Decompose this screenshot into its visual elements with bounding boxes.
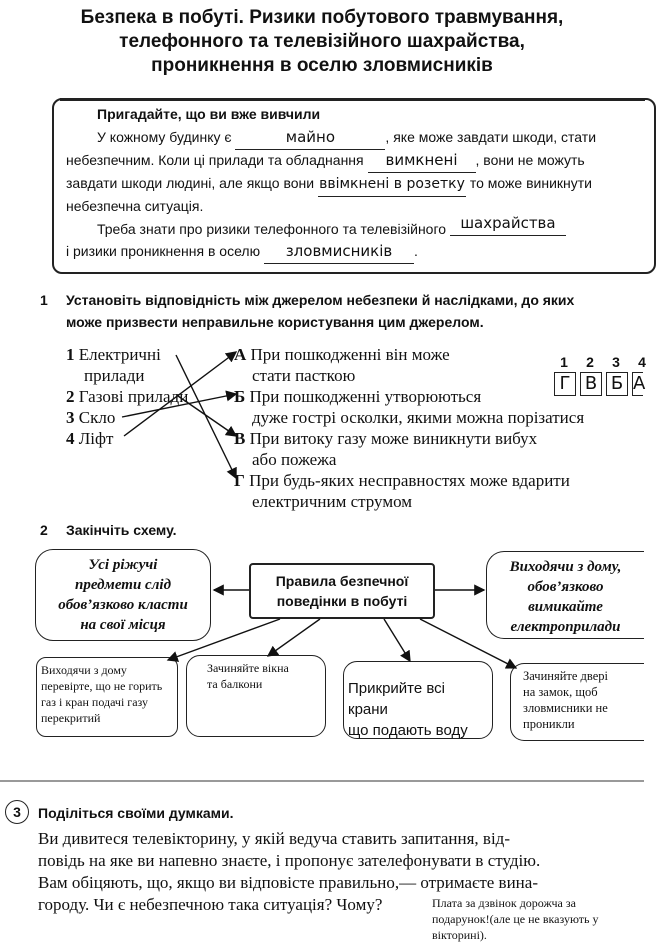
scheme-node-line: Зачиняйте вікна (207, 661, 289, 675)
scheme-node-line: проникли (523, 717, 575, 731)
source-1-line-2: прилади (84, 366, 145, 385)
scheme-arrow-b3 (384, 619, 410, 661)
answer-head-3: 3 (612, 354, 620, 370)
task-3-answer-line-3: вікторині). (432, 928, 487, 942)
recall-text: завдати шкоди людині, але якщо вони (66, 175, 315, 191)
scheme-node-line: обов’язково (527, 579, 604, 595)
recall-text: , вони не можуть (475, 152, 585, 168)
task-1-title-line-1: Установіть відповідність між джерелом небезпеки й наслідками, до яких (66, 292, 575, 308)
scheme-node-line: електроприлади (510, 619, 621, 635)
source-2-label: Газові прилади (78, 387, 189, 406)
scheme-node-line: зловмисники не (523, 701, 608, 715)
title-line-2: телефонного та телевізійного шахрайства, (119, 31, 525, 52)
scheme-node-line: Прикрийте всі крани (348, 680, 446, 718)
recall-text: , яке може завдати шкоди, стати (385, 129, 597, 145)
answer-head-2: 2 (586, 354, 594, 370)
scheme-node-line: Зачиняйте двері (523, 669, 609, 683)
task-3-line-3: Вам обіцяють, що, якщо ви відповісте правильно,— отримаєте вина- (38, 873, 538, 892)
answer-box-4[interactable]: А (633, 373, 646, 394)
scheme-node-line: та балкони (207, 677, 263, 691)
recall-text: небезпечним. Коли ці прилади та обладнання (66, 152, 364, 168)
recall-fill-3[interactable]: ввімкнені в розетку (318, 173, 466, 197)
answer-box-3[interactable]: Б (606, 372, 628, 396)
recall-text: то може виникнути (469, 175, 592, 191)
consequence-a-letter: А (234, 345, 247, 364)
consequence-a-line-1: При пошкодженні він може (250, 345, 450, 364)
recall-heading: Пригадайте, що ви вже вивчили (97, 106, 321, 122)
scheme-node-line: що подають воду (348, 722, 468, 739)
scheme-arrow-b2 (268, 619, 320, 656)
answer-head-4: 4 (638, 354, 646, 370)
scheme-node-line: на замок, щоб (523, 685, 598, 699)
consequence-c-letter: В (234, 429, 246, 448)
scheme-node-line: предмети слід (74, 577, 172, 593)
recall-text: У кожному будинку є (97, 129, 232, 145)
answer-box-2[interactable]: В (580, 372, 602, 396)
source-4-label: Ліфт (78, 429, 114, 448)
match-line-1-g (176, 355, 236, 478)
scheme-node-line: перевірте, що не горить (41, 679, 163, 693)
scheme-node-line: Виходячи з дому (41, 663, 127, 677)
answer-head-1: 1 (560, 354, 568, 370)
task-3-number: 3 (5, 800, 29, 824)
source-1-number: 1 (66, 345, 75, 364)
recall-text: Треба знати про ризики телефонного та телевізійного (97, 221, 447, 237)
consequence-d-line-2: електричним струмом (252, 492, 413, 511)
consequence-c-line-2: або пожежа (252, 450, 337, 469)
scheme-arrow-b4 (420, 619, 516, 668)
task-1-number: 1 (40, 292, 48, 308)
scheme-node-line: вимикайте (528, 599, 603, 615)
recall-fill-1[interactable]: майно (235, 126, 385, 150)
scheme-node-line: газ і кран подачі газу (41, 695, 149, 709)
recall-text: і ризики проникнення в оселю (66, 243, 261, 259)
recall-text: . (413, 243, 418, 259)
task-3-answer-line-2: подарунок!(але це не вказують у (432, 912, 599, 926)
consequence-b-letter: Б (234, 387, 246, 406)
source-4-number: 4 (66, 429, 75, 448)
scheme-node-line: на свої місця (80, 617, 166, 633)
task-3-answer-line-1: Плата за дзвінок дорожча за (432, 896, 576, 910)
task-1-title-line-2: може призвести неправильне користування цим джерелом. (66, 314, 484, 330)
source-2-number: 2 (66, 387, 75, 406)
scheme-node-line: Виходячи з дому, (509, 559, 622, 575)
consequence-b-line-1: При пошкодженні утворюються (249, 387, 482, 406)
consequence-a-line-2: стати пасткою (252, 366, 356, 385)
source-3-label: Скло (78, 408, 116, 427)
task-2-number: 2 (40, 522, 48, 538)
scheme-node-line: перекритий (41, 711, 101, 725)
match-line-2-v (178, 396, 236, 436)
task-3-line-2: повідь на яке ви напевно знаєте, і пропонує зателефонувати в студію. (38, 851, 541, 870)
scheme-arrow-b1 (168, 619, 280, 660)
consequence-c-line-1: При витоку газу може виникнути вибух (249, 429, 538, 448)
source-3-number: 3 (66, 408, 75, 427)
scheme-center-line-2: поведінки в побуті (276, 593, 408, 609)
scheme-node-line: обов’язково класти (58, 597, 188, 613)
task-2-title: Закінчіть схему. (66, 522, 177, 538)
title-line-1: Безпека в побуті. Ризики побутового травмування, (80, 7, 564, 28)
recall-fill-6[interactable]: зловмисників (264, 240, 414, 264)
recall-line-4: небезпечна ситуація. (66, 198, 204, 214)
source-1-label: Електричні (78, 345, 161, 364)
task-3-line-1: Ви дивитеся телевікторину, у якій ведуча ставить запитання, від- (38, 829, 510, 848)
consequence-d-letter: Г (234, 471, 245, 490)
scheme-node-line: Усі ріжучі (88, 557, 158, 573)
task-3-title: Поділіться своїми думками. (38, 805, 234, 821)
title-line-3: проникнення в оселю зловмисників (151, 55, 493, 76)
recall-fill-5[interactable]: шахрайства (450, 212, 566, 236)
consequence-b-line-2: дуже гострі осколки, якими можна порізатися (252, 408, 585, 427)
recall-fill-2[interactable]: вимкнені (368, 149, 476, 173)
scheme-center-line-1: Правила безпечної (275, 573, 409, 589)
task-3-line-4: городу. Чи є небезпечною така ситуація? Чому? (38, 895, 383, 914)
answer-box-1[interactable]: Г (554, 372, 576, 396)
consequence-d-line-1: При будь-яких несправностях може вдарити (249, 471, 570, 490)
